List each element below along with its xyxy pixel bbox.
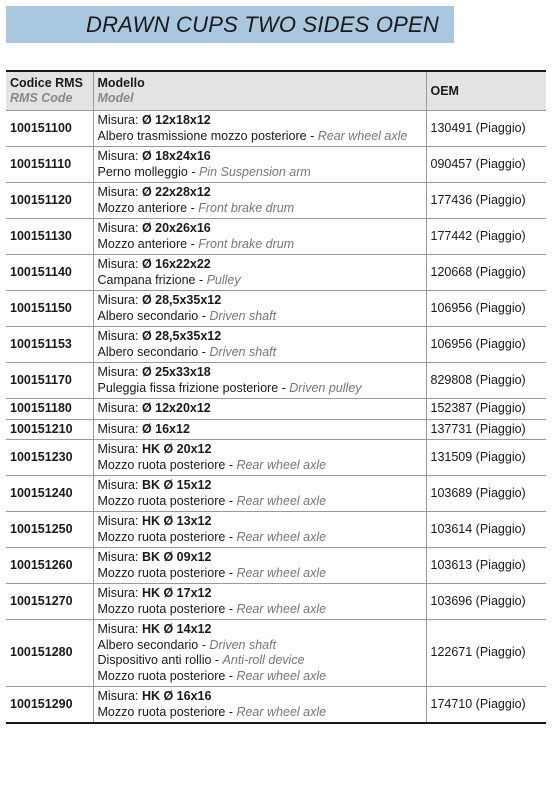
measure-line	[98, 401, 422, 417]
measure-value: Ø 28,5x35x12	[141, 329, 222, 343]
cell-model	[93, 219, 426, 255]
table-row	[6, 327, 546, 363]
cell-model	[93, 584, 426, 620]
cell-model	[93, 291, 426, 327]
header-model-label-en: Model	[97, 91, 134, 105]
part-name-it: Mozzo ruota posteriore	[97, 457, 226, 472]
cell-code: 100151140	[6, 255, 93, 291]
table-row	[6, 548, 546, 584]
measure-value: Ø 16x22x22	[141, 257, 211, 271]
cell-oem: 090457 (Piaggio)	[426, 147, 546, 183]
cell-model	[93, 255, 426, 291]
cell-code: 100151180	[6, 399, 93, 420]
part-name-it: Albero secondario	[97, 344, 199, 359]
measure-value: Ø 16x12	[141, 421, 190, 436]
measure-line	[98, 257, 422, 273]
part-name-en: Pin Suspension arm	[198, 164, 311, 179]
part-name-en: Rear wheel axle	[236, 529, 327, 544]
header-code-label-en: RMS Code	[10, 91, 73, 105]
cell-model	[93, 687, 426, 724]
measure-value: HK Ø 13x12	[141, 514, 212, 528]
measure-line	[98, 550, 422, 566]
part-name-it: Albero secondario	[97, 308, 199, 323]
cell-code: 100151270	[6, 584, 93, 620]
measure-value: Ø 28,5x35x12	[141, 293, 222, 307]
cell-oem: 130491 (Piaggio)	[426, 111, 546, 147]
measure-value: Ø 20x26x16	[141, 221, 211, 235]
measure-line	[98, 586, 422, 602]
part-name-en: Rear wheel axle	[236, 565, 327, 580]
table-row	[6, 255, 546, 291]
measure-value: Ø 22x28x12	[141, 185, 211, 199]
table-row	[6, 363, 546, 399]
title-banner	[6, 6, 454, 43]
cell-model	[93, 548, 426, 584]
cell-oem: 177436 (Piaggio)	[426, 183, 546, 219]
header-model-label: Modello	[97, 76, 145, 90]
cell-code: 100151130	[6, 219, 93, 255]
part-name-en: Rear wheel axle	[236, 457, 327, 472]
part-name-en: Driven shaft	[209, 344, 277, 359]
table-row	[6, 147, 546, 183]
measure-label: Misura:	[97, 113, 142, 127]
table-row	[6, 183, 546, 219]
measure-value: HK Ø 20x12	[141, 442, 212, 456]
part-description	[98, 381, 422, 397]
measure-label: Misura:	[97, 421, 142, 436]
part-description	[98, 458, 422, 474]
part-separator: -	[198, 344, 210, 359]
measure-line	[98, 365, 422, 381]
part-name-it: Mozzo ruota posteriore	[97, 565, 226, 580]
parts-table	[6, 70, 546, 724]
measure-label: Misura:	[97, 622, 142, 636]
measure-line	[98, 689, 422, 705]
part-name-en: Anti-roll device	[222, 653, 305, 667]
measure-value: BK Ø 09x12	[141, 550, 212, 564]
measure-label: Misura:	[97, 221, 142, 235]
cell-model	[93, 111, 426, 147]
table-row	[6, 399, 546, 420]
part-name-en: Pulley	[206, 272, 241, 287]
measure-value: HK Ø 17x12	[141, 586, 212, 600]
cell-code: 100151260	[6, 548, 93, 584]
part-name-it: Mozzo ruota posteriore	[97, 668, 226, 683]
table-row	[6, 476, 546, 512]
cell-oem: 122671 (Piaggio)	[426, 620, 546, 687]
part-description	[98, 669, 422, 685]
part-name-it: Albero secondario	[97, 637, 199, 652]
part-description	[98, 530, 422, 546]
cell-model	[93, 363, 426, 399]
part-description	[98, 494, 422, 510]
measure-value: BK Ø 15x12	[141, 478, 212, 492]
part-name-it: Mozzo ruota posteriore	[97, 704, 226, 719]
part-separator: -	[195, 272, 207, 287]
table-header	[6, 71, 546, 111]
table-row	[6, 219, 546, 255]
cell-code: 100151230	[6, 440, 93, 476]
part-description	[98, 309, 422, 325]
table-row	[6, 419, 546, 440]
cell-oem: 152387 (Piaggio)	[426, 399, 546, 420]
measure-line	[98, 622, 422, 638]
measure-label: Misura:	[97, 149, 142, 163]
measure-line	[98, 113, 422, 129]
part-name-en: Rear wheel axle	[317, 128, 408, 143]
header-model	[93, 71, 426, 111]
cell-model	[93, 327, 426, 363]
part-name-en: Rear wheel axle	[236, 601, 327, 616]
part-name-it: Campana frizione	[97, 272, 196, 287]
cell-oem: 174710 (Piaggio)	[426, 687, 546, 724]
table-row	[6, 620, 546, 687]
cell-code: 100151280	[6, 620, 93, 687]
cell-oem: 120668 (Piaggio)	[426, 255, 546, 291]
measure-label: Misura:	[97, 550, 142, 564]
measure-label: Misura:	[97, 365, 142, 379]
cell-model	[93, 399, 426, 420]
cell-oem: 829808 (Piaggio)	[426, 363, 546, 399]
table-row	[6, 512, 546, 548]
cell-model	[93, 147, 426, 183]
cell-oem: 137731 (Piaggio)	[426, 419, 546, 440]
part-separator: -	[225, 668, 237, 683]
part-separator: -	[225, 529, 237, 544]
cell-code: 100151100	[6, 111, 93, 147]
cell-code: 100151153	[6, 327, 93, 363]
part-description	[98, 602, 422, 618]
part-description	[98, 345, 422, 361]
measure-label: Misura:	[97, 401, 142, 415]
part-description	[98, 273, 422, 289]
measure-value: Ø 12x20x12	[141, 401, 211, 415]
page-title: DRAWN CUPS TWO SIDES OPEN	[86, 12, 439, 37]
part-separator: -	[225, 704, 237, 719]
header-oem-label: OEM	[430, 83, 459, 98]
part-separator: -	[198, 308, 210, 323]
measure-label: Misura:	[97, 257, 142, 271]
measure-line	[98, 514, 422, 530]
cell-model	[93, 419, 426, 440]
measure-value: HK Ø 16x16	[141, 689, 212, 703]
cell-oem: 103689 (Piaggio)	[426, 476, 546, 512]
cell-code: 100151150	[6, 291, 93, 327]
part-name-en: Front brake drum	[198, 236, 295, 251]
part-name-en: Rear wheel axle	[236, 668, 327, 683]
cell-code: 100151210	[6, 419, 93, 440]
cell-oem: 103613 (Piaggio)	[426, 548, 546, 584]
header-oem	[426, 71, 546, 111]
cell-oem: 103614 (Piaggio)	[426, 512, 546, 548]
part-separator: -	[225, 457, 237, 472]
part-name-en: Rear wheel axle	[236, 493, 327, 508]
measure-label: Misura:	[97, 442, 142, 456]
part-description	[98, 653, 422, 669]
part-name-it: Puleggia fissa frizione posteriore	[97, 380, 279, 395]
part-name-en: Driven shaft	[209, 637, 277, 652]
cell-code: 100151110	[6, 147, 93, 183]
part-name-it: Albero trasmissione mozzo posteriore	[97, 128, 307, 143]
measure-line	[98, 185, 422, 201]
cell-model	[93, 620, 426, 687]
cell-code: 100151240	[6, 476, 93, 512]
part-separator: -	[211, 653, 223, 667]
header-code	[6, 71, 93, 111]
table-row	[6, 440, 546, 476]
part-name-it: Mozzo anteriore	[97, 236, 188, 251]
table-body	[6, 111, 546, 724]
part-separator: -	[187, 236, 199, 251]
measure-line	[98, 221, 422, 237]
cell-oem: 131509 (Piaggio)	[426, 440, 546, 476]
cell-oem: 106956 (Piaggio)	[426, 291, 546, 327]
table-row	[6, 584, 546, 620]
part-name-en: Driven shaft	[209, 308, 277, 323]
table-row	[6, 291, 546, 327]
cell-oem: 177442 (Piaggio)	[426, 219, 546, 255]
part-name-en: Driven pulley	[289, 380, 362, 395]
cell-model	[93, 476, 426, 512]
cell-code: 100151120	[6, 183, 93, 219]
measure-line	[98, 329, 422, 345]
cell-oem: 106956 (Piaggio)	[426, 327, 546, 363]
part-description	[98, 566, 422, 582]
measure-line	[98, 478, 422, 494]
measure-label: Misura:	[97, 478, 142, 492]
measure-label: Misura:	[97, 329, 142, 343]
part-name-it: Perno molleggio	[97, 164, 188, 179]
part-name-it: Mozzo ruota posteriore	[97, 529, 226, 544]
part-separator: -	[225, 601, 237, 616]
measure-label: Misura:	[97, 586, 142, 600]
table-row	[6, 111, 546, 147]
cell-model	[93, 440, 426, 476]
part-name-it: Mozzo ruota posteriore	[97, 493, 226, 508]
measure-label: Misura:	[97, 689, 142, 703]
part-name-it: Mozzo ruota posteriore	[97, 601, 226, 616]
part-separator: -	[198, 637, 210, 652]
part-name-it: Dispositivo anti rollio	[97, 653, 212, 667]
cell-model	[93, 183, 426, 219]
measure-line	[98, 442, 422, 458]
part-description	[98, 638, 422, 654]
measure-line	[98, 293, 422, 309]
measure-value: Ø 25x33x18	[141, 365, 211, 379]
part-separator: -	[278, 380, 290, 395]
part-separator: -	[187, 200, 199, 215]
part-description	[98, 201, 422, 217]
cell-code: 100151250	[6, 512, 93, 548]
measure-label: Misura:	[97, 185, 142, 199]
cell-model	[93, 512, 426, 548]
measure-line	[98, 149, 422, 165]
part-description	[98, 165, 422, 181]
part-description	[98, 705, 422, 721]
cell-oem: 103696 (Piaggio)	[426, 584, 546, 620]
header-code-label: Codice RMS	[10, 76, 83, 90]
measure-label: Misura:	[97, 514, 142, 528]
measure-label: Misura:	[97, 293, 142, 307]
part-name-en: Front brake drum	[198, 200, 295, 215]
part-separator: -	[225, 493, 237, 508]
cell-code: 100151290	[6, 687, 93, 724]
part-separator: -	[225, 565, 237, 580]
measure-value: Ø 12x18x12	[141, 113, 211, 127]
part-separator: -	[187, 164, 199, 179]
part-description	[98, 237, 422, 253]
part-separator: -	[306, 128, 318, 143]
table-row	[6, 687, 546, 724]
measure-line	[98, 422, 422, 438]
cell-code: 100151170	[6, 363, 93, 399]
measure-value: Ø 18x24x16	[141, 149, 211, 163]
measure-value: HK Ø 14x12	[141, 622, 212, 636]
part-description	[98, 129, 422, 145]
part-name-en: Rear wheel axle	[236, 704, 327, 719]
part-name-it: Mozzo anteriore	[97, 200, 188, 215]
